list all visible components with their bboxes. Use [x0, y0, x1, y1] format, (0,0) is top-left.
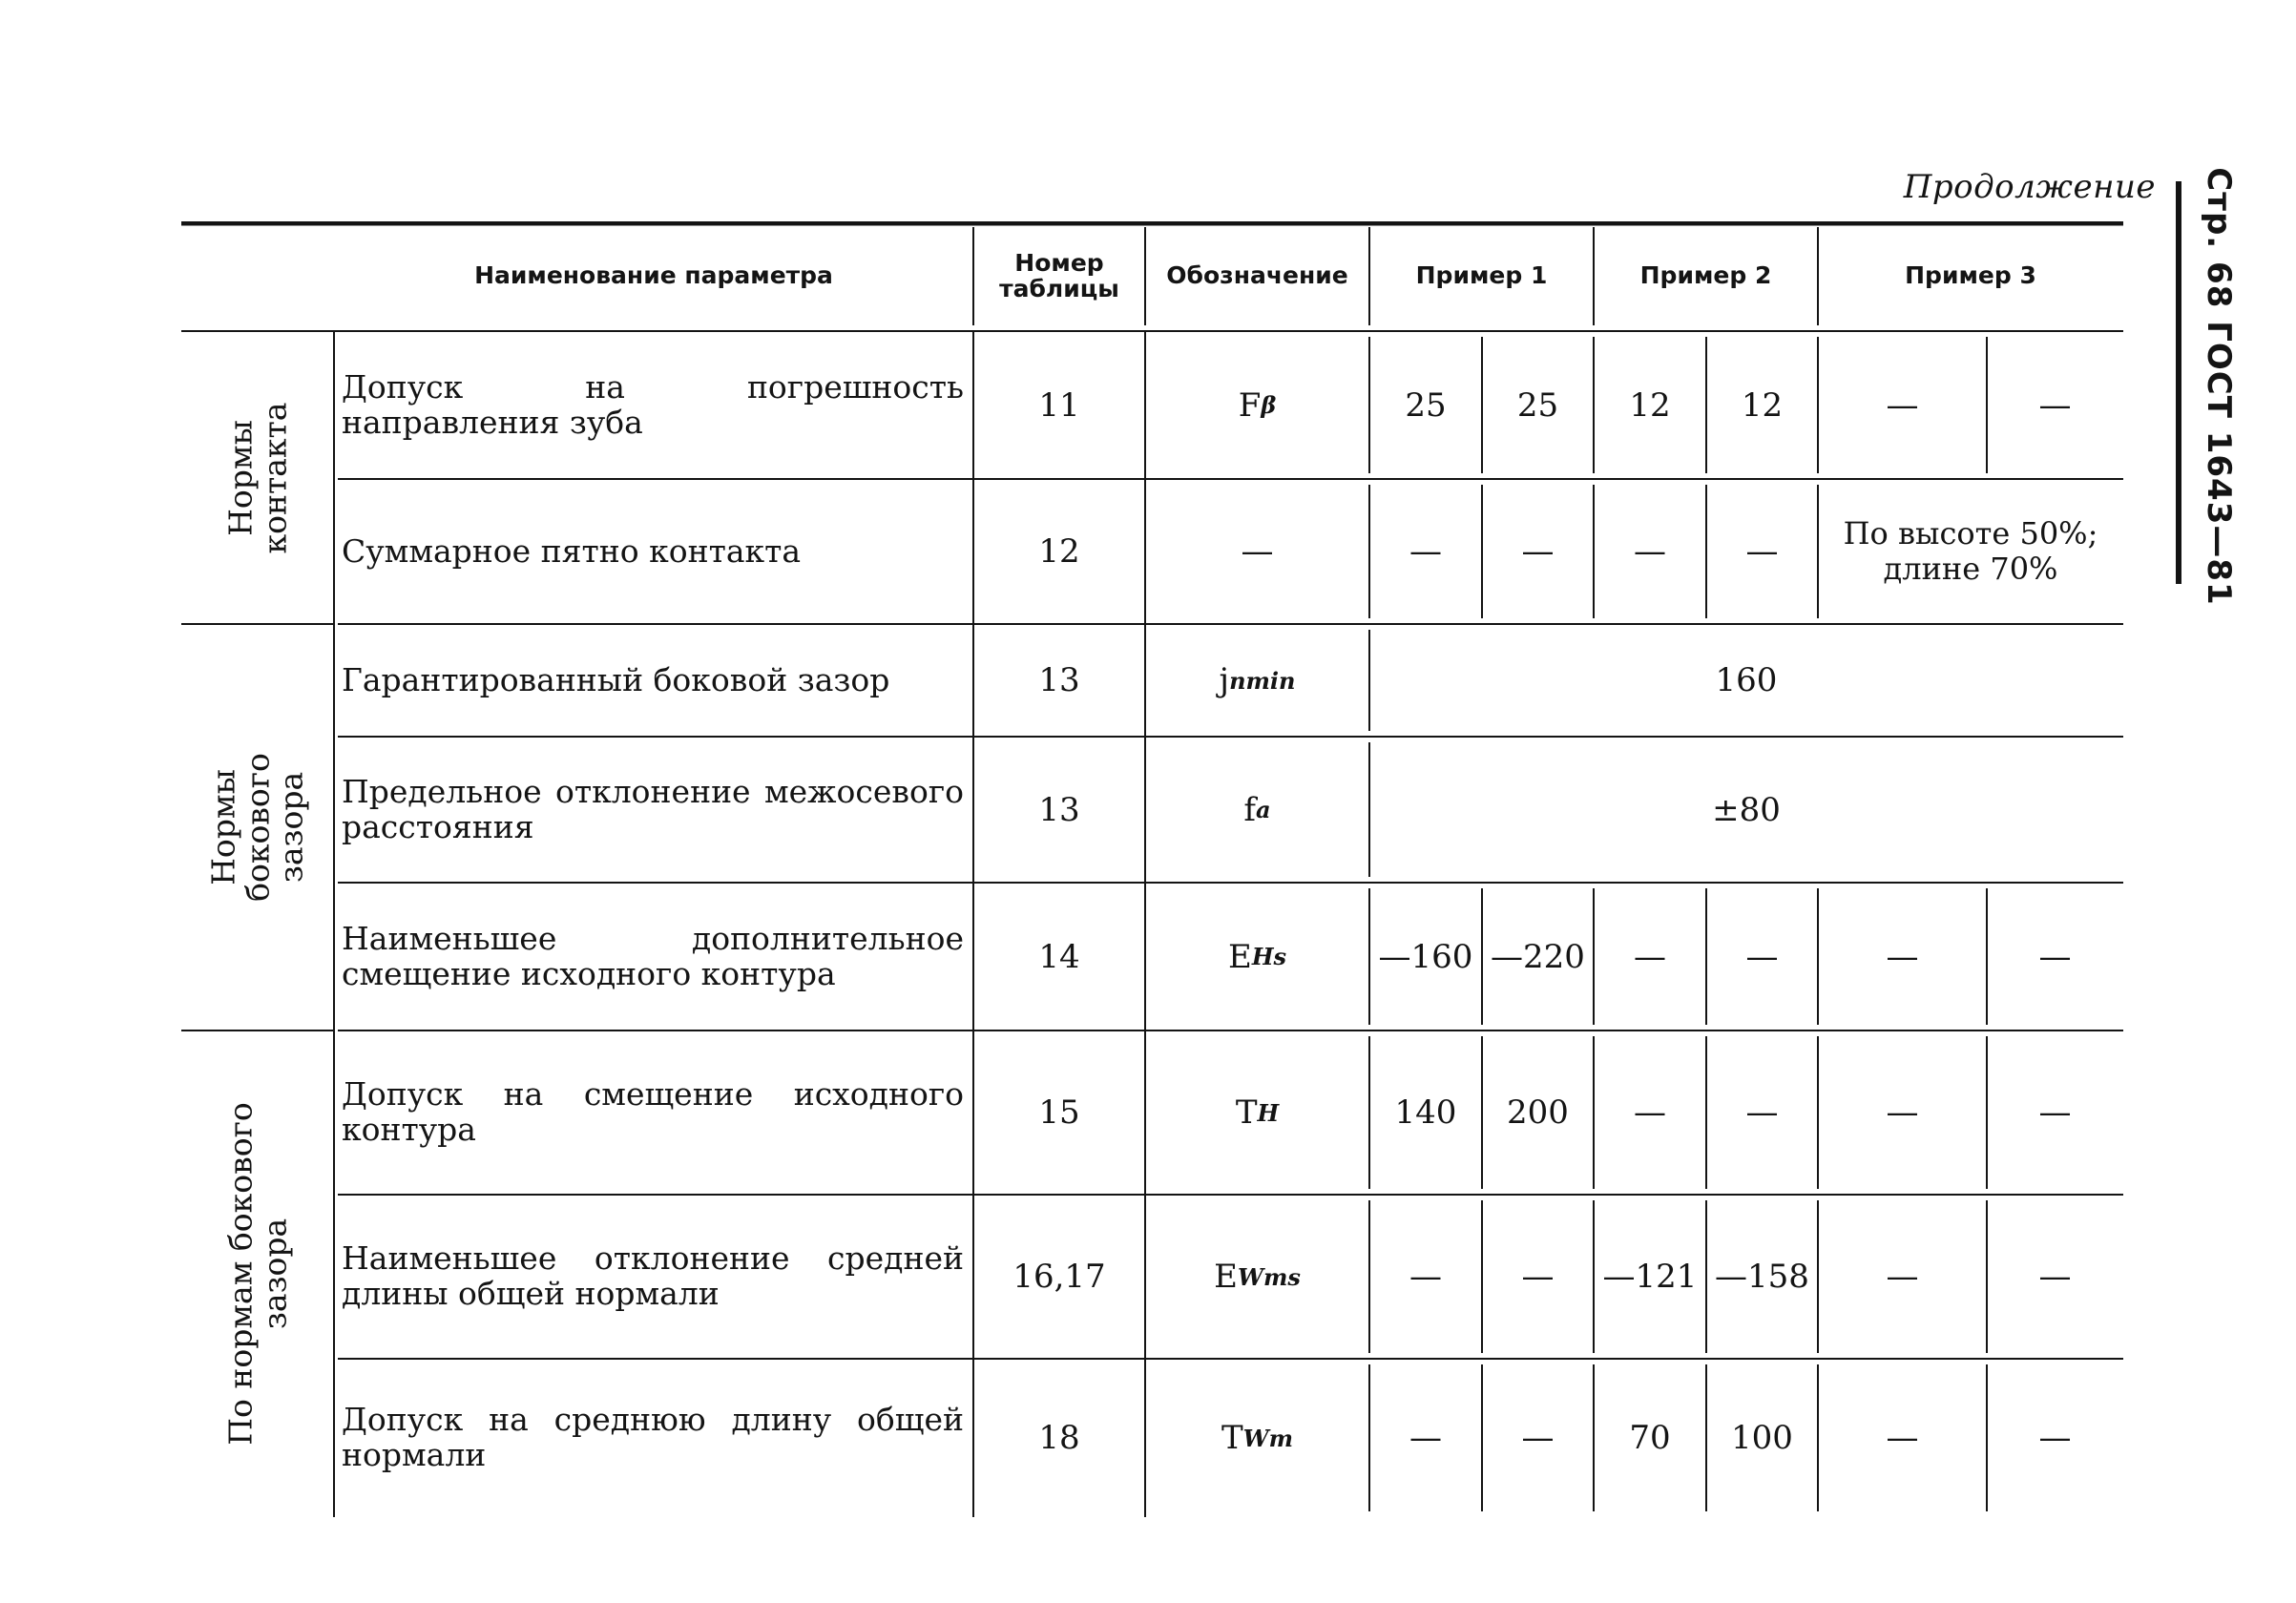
symbol-main: j	[1219, 661, 1230, 699]
example-value: —	[1886, 385, 1919, 425]
example-value: —	[2038, 385, 2072, 425]
symbol-subscript: Wms	[1237, 1262, 1301, 1291]
example-value: —	[1745, 937, 1779, 976]
example-3-merged: По высоте 50%; длине 70%	[1843, 515, 2098, 587]
example-value: —160	[1378, 937, 1473, 976]
example-value: 100	[1731, 1419, 1793, 1457]
example-value: —	[2038, 1419, 2072, 1457]
symbol	[1145, 624, 1369, 737]
header-name: Наименование параметра	[474, 261, 833, 290]
example-value: —	[1521, 532, 1555, 571]
symbol-subscript: H	[1257, 1098, 1280, 1127]
group-label-text: Нормы бокового зазора	[204, 753, 310, 902]
table-number: 18	[1038, 1419, 1080, 1457]
example-value: —	[2038, 937, 2072, 976]
symbol-main: f	[1243, 790, 1257, 829]
example-value: —	[1409, 532, 1442, 571]
example-value: —	[1886, 937, 1919, 976]
header-example-1: Пример 1	[1415, 261, 1548, 290]
parameters-table	[181, 221, 2123, 1517]
symbol-main: E	[1214, 1258, 1238, 1296]
symbol-subscript: a	[1256, 796, 1271, 823]
example-value: —	[1745, 1093, 1779, 1132]
symbol-main: E	[1227, 937, 1252, 976]
symbol-main: T	[1221, 1419, 1243, 1457]
continuation-label: Продолжение	[1903, 168, 2156, 206]
parameter-name: Гарантированный боковой зазор	[342, 660, 890, 698]
table-number: 12	[1038, 532, 1080, 571]
example-value: 25	[1516, 385, 1559, 425]
parameter-name: Наименьшее отклонение средней длины общей нормали	[342, 1239, 964, 1312]
table-number: 16,17	[1012, 1258, 1106, 1296]
example-value: —	[1886, 1258, 1919, 1296]
example-value: —	[1409, 1419, 1442, 1457]
table-number: 13	[1038, 661, 1080, 699]
table-number: 14	[1038, 937, 1080, 976]
example-value: —	[1634, 937, 1666, 976]
table-number: 11	[1038, 385, 1080, 425]
example-value-merged: ±80	[1712, 790, 1781, 829]
example-value: 12	[1629, 385, 1671, 425]
group-label-text: Нормы контакта	[221, 402, 293, 553]
group-label-1	[181, 331, 334, 624]
example-value: —	[1634, 532, 1666, 571]
parameter-name: Допуск на погрешность направления зуба	[342, 367, 964, 441]
symbol	[1145, 737, 1369, 883]
parameter-name: Предельное отклонение межосевого расстояния	[342, 772, 964, 845]
symbol	[1145, 1030, 1369, 1195]
header-example-3: Пример 3	[1905, 261, 2036, 290]
symbol-main: T	[1235, 1093, 1258, 1132]
margin-page-text: Стр. 68 ГОСТ 1643—81	[2200, 167, 2238, 606]
symbol	[1145, 883, 1369, 1030]
group-label-2	[181, 624, 334, 1030]
example-value: —	[1521, 1419, 1555, 1457]
example-value: —	[1521, 1258, 1555, 1296]
example-value: 70	[1629, 1419, 1671, 1457]
symbol	[1145, 1359, 1369, 1517]
example-value: —220	[1491, 937, 1585, 976]
parameter-name: Допуск на смещение исходного контура	[342, 1075, 964, 1148]
symbol-main: F	[1238, 385, 1262, 425]
margin-page-label	[2190, 167, 2247, 606]
symbol-subscript: Hs	[1251, 943, 1286, 970]
table-number: 15	[1038, 1093, 1080, 1132]
symbol-main: —	[1241, 532, 1274, 571]
symbol-subscript: β	[1261, 391, 1277, 419]
example-value: —121	[1602, 1258, 1698, 1296]
symbol	[1145, 331, 1369, 479]
symbol	[1145, 479, 1369, 624]
example-value: 140	[1394, 1093, 1457, 1132]
symbol	[1145, 1195, 1369, 1359]
symbol-subscript: nmin	[1229, 666, 1296, 695]
header-example-2: Пример 2	[1639, 261, 1772, 290]
example-value: —	[1409, 1258, 1442, 1296]
parameter-name: Наименьшее дополнительное смещение исходного контура	[342, 919, 964, 992]
example-value: —	[2038, 1093, 2072, 1132]
header-symbol: Обозначение	[1166, 261, 1348, 290]
example-value: —	[2038, 1258, 2072, 1296]
example-value: —	[1886, 1419, 1919, 1457]
example-value: —	[1745, 532, 1779, 571]
group-label-text: По нормам бокового зазора	[221, 1102, 293, 1446]
margin-rule	[2176, 181, 2181, 584]
example-value: 25	[1405, 385, 1447, 425]
group-label-3	[181, 1030, 334, 1517]
example-value: 12	[1741, 385, 1784, 425]
symbol-subscript: Wm	[1242, 1424, 1294, 1452]
parameter-name: Допуск на среднюю длину общей нормали	[342, 1401, 964, 1473]
example-value: —158	[1715, 1258, 1809, 1296]
table-number: 13	[1038, 790, 1080, 829]
example-value: —	[1886, 1093, 1919, 1132]
header-table-number: Номер таблицы	[999, 249, 1119, 302]
parameter-name: Суммарное пятно контакта	[342, 531, 802, 570]
example-value: 200	[1507, 1093, 1569, 1132]
example-value-merged: 160	[1715, 661, 1778, 699]
example-value: —	[1634, 1093, 1666, 1132]
